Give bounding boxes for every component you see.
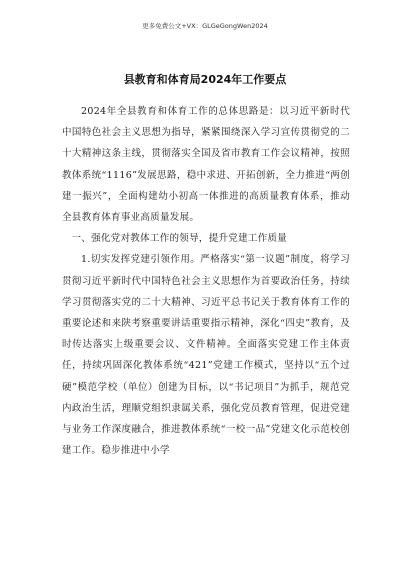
document-body — [62, 101, 350, 461]
page-header: 更多免费公文+VX：GLGeGongWen2024 — [142, 22, 268, 30]
intro-paragraph: 2024年全县教育和体育工作的总体思路是：以习近平新时代中国特色社会主义思想为指导，紧紧围绕深入学习宣传贯彻党的二十大精神这条主线，贯彻落实全国及省市教育工作会议精神，按照教体系统“1116”发展思路，稳中求进、开拓创新，全力推进“两创建一振兴”，全面构建幼小初高一体推进的高质量教育体系，推动全县教育体育事业高质量发展。 — [62, 106, 350, 224]
section-heading-1: 一、强化党对教体工作的领导，提升党建工作质量 — [71, 233, 288, 245]
section-1-paragraph: 1.切实发挥党建引领作用。严格落实“第一议题”制度，将学习贯彻习近平新时代中国特色社会主义思想作为首要政治任务，持续学习贯彻落实党的二十大精神、习近平总书记关于教育体育工作的重要论述和来陕考察重要讲话重要指示精神，深化“四史”教育，及时传达落实上级重要会议、文件精神。全面落实党建工作主体责任，持续巩固深化教体系统“421”党建工作模式，坚持以“五个过硬”模范学校（单位）创建为目标，以“书记项目”为抓手，规范党内政治生活，理顺党组织隶属关系，强化党员教育管理，促进党建与业务工作深度融合，推进教体系统“一校一品”党建文化示范校创建工作。稳步推进中小学 — [62, 254, 350, 457]
document-title: 县教育和体育局2024年工作要点 — [123, 73, 287, 86]
